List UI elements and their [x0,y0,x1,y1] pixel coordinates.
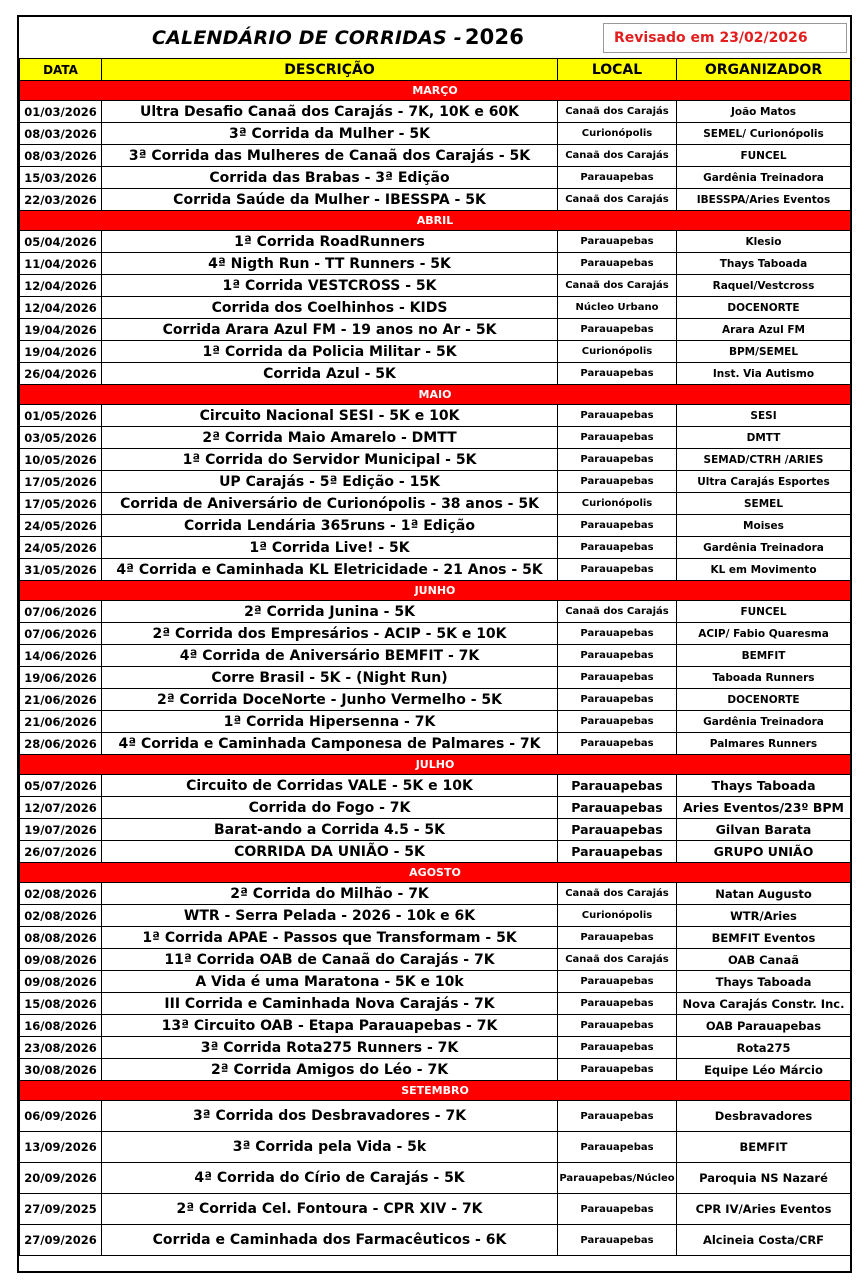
event-location: Parauapebas [558,645,677,667]
event-description: 3ª Corrida pela Vida - 5k [102,1132,558,1163]
event-date: 30/08/2026 [20,1059,102,1081]
event-date: 24/05/2026 [20,537,102,559]
column-header-location: LOCAL [558,59,677,81]
table-row [20,841,851,863]
event-description: Ultra Desafio Canaã dos Carajás - 7K, 10K e 60K [102,101,558,123]
event-description: 3ª Corrida dos Desbravadores - 7K [102,1101,558,1132]
event-description: 4ª Corrida do Círio de Carajás - 5K [102,1163,558,1194]
event-date: 19/04/2026 [20,319,102,341]
table-row [20,971,851,993]
event-date: 01/03/2026 [20,101,102,123]
event-location: Núcleo Urbano [558,297,677,319]
event-date: 23/08/2026 [20,1037,102,1059]
event-date: 12/04/2026 [20,275,102,297]
event-description: 11ª Corrida OAB de Canaã do Carajás - 7K [102,949,558,971]
event-organizer: Taboada Runners [677,667,851,689]
event-date: 28/06/2026 [20,733,102,755]
table-header-row [20,59,851,81]
event-location: Parauapebas [558,667,677,689]
event-location: Parauapebas [558,1015,677,1037]
event-organizer: SEMEL [677,493,851,515]
event-description: 4ª Nigth Run - TT Runners - 5K [102,253,558,275]
event-organizer: Moises [677,515,851,537]
event-date: 02/08/2026 [20,905,102,927]
event-location: Parauapebas [558,1037,677,1059]
revision-note: Revisado em 23/02/2026 [603,23,847,53]
event-organizer: Palmares Runners [677,733,851,755]
month-header-row [20,385,851,405]
table-row [20,1132,851,1163]
table-row [20,689,851,711]
table-row [20,493,851,515]
event-organizer: Thays Taboada [677,775,851,797]
event-organizer: Raquel/Vestcross [677,275,851,297]
event-description: 1ª Corrida Live! - 5K [102,537,558,559]
event-date: 26/04/2026 [20,363,102,385]
event-location: Parauapebas [558,1194,677,1225]
event-location: Curionópolis [558,905,677,927]
event-location: Canaã dos Carajás [558,145,677,167]
event-organizer: Inst. Via Autismo [677,363,851,385]
event-description: Circuito Nacional SESI - 5K e 10K [102,405,558,427]
event-description: A Vida é uma Maratona - 5K e 10k [102,971,558,993]
event-date: 02/08/2026 [20,883,102,905]
column-header-organizer: ORGANIZADOR [677,59,851,81]
event-location: Parauapebas [558,819,677,841]
event-organizer: Gilvan Barata [677,819,851,841]
event-description: 1ª Corrida APAE - Passos que Transformam - 5K [102,927,558,949]
event-date: 08/03/2026 [20,123,102,145]
title-bar [19,17,850,60]
event-location: Parauapebas [558,319,677,341]
table-row [20,1059,851,1081]
event-description: 13ª Circuito OAB - Etapa Parauapebas - 7K [102,1015,558,1037]
table-row [20,297,851,319]
event-date: 31/05/2026 [20,559,102,581]
event-organizer: Thays Taboada [677,253,851,275]
month-header-row [20,211,851,231]
event-location: Canaã dos Carajás [558,949,677,971]
event-organizer: Ultra Carajás Esportes [677,471,851,493]
event-location: Parauapebas [558,1101,677,1132]
event-location: Parauapebas [558,993,677,1015]
event-description: Circuito de Corridas VALE - 5K e 10K [102,775,558,797]
month-header-row [20,1081,851,1101]
event-organizer: FUNCEL [677,145,851,167]
event-date: 09/08/2026 [20,949,102,971]
event-description: 2ª Corrida Junina - 5K [102,601,558,623]
month-name: JUNHO [20,581,851,601]
event-location: Parauapebas [558,515,677,537]
event-description: Corrida e Caminhada dos Farmacêuticos - 6K [102,1225,558,1256]
event-description: Corrida Arara Azul FM - 19 anos no Ar - 5K [102,319,558,341]
table-row [20,1163,851,1194]
event-description: 1ª Corrida Hipersenna - 7K [102,711,558,733]
event-date: 11/04/2026 [20,253,102,275]
table-row [20,427,851,449]
event-location: Parauapebas [558,1132,677,1163]
event-date: 27/09/2026 [20,1225,102,1256]
event-description: 4ª Corrida de Aniversário BEMFIT - 7K [102,645,558,667]
table-row [20,319,851,341]
event-organizer: SESI [677,405,851,427]
event-date: 17/05/2026 [20,493,102,515]
column-header-description: DESCRIÇÃO [102,59,558,81]
event-date: 22/03/2026 [20,189,102,211]
event-description: UP Carajás - 5ª Edição - 15K [102,471,558,493]
event-description: Corrida Saúde da Mulher - IBESSPA - 5K [102,189,558,211]
table-row [20,559,851,581]
event-description: Corrida Azul - 5K [102,363,558,385]
event-date: 12/07/2026 [20,797,102,819]
event-location: Curionópolis [558,493,677,515]
page-title [152,25,524,49]
month-header-row [20,81,851,101]
event-description: WTR - Serra Pelada - 2026 - 10k e 6K [102,905,558,927]
event-description: 1ª Corrida da Policia Militar - 5K [102,341,558,363]
event-location: Parauapebas [558,167,677,189]
event-location: Canaã dos Carajás [558,883,677,905]
table-row [20,449,851,471]
table-row [20,405,851,427]
event-date: 17/05/2026 [20,471,102,493]
event-location: Parauapebas [558,971,677,993]
event-organizer: Equipe Léo Márcio [677,1059,851,1081]
table-row [20,1194,851,1225]
event-description: 2ª Corrida Amigos do Léo - 7K [102,1059,558,1081]
event-location: Parauapebas [558,449,677,471]
event-organizer: GRUPO UNIÃO [677,841,851,863]
table-row [20,927,851,949]
table-row [20,363,851,385]
event-organizer: WTR/Aries [677,905,851,927]
event-description: CORRIDA DA UNIÃO - 5K [102,841,558,863]
event-organizer: DOCENORTE [677,297,851,319]
event-description: Corrida de Aniversário de Curionópolis - 38 anos - 5K [102,493,558,515]
event-organizer: Aries Eventos/23º BPM [677,797,851,819]
table-row [20,275,851,297]
event-organizer: Nova Carajás Constr. Inc. [677,993,851,1015]
event-date: 12/04/2026 [20,297,102,319]
event-location: Parauapebas [558,471,677,493]
month-header-row [20,755,851,775]
event-date: 08/03/2026 [20,145,102,167]
event-description: Corrida dos Coelhinhos - KIDS [102,297,558,319]
event-description: 3ª Corrida Rota275 Runners - 7K [102,1037,558,1059]
month-name: JULHO [20,755,851,775]
table-row [20,123,851,145]
table-row [20,883,851,905]
event-organizer: ACIP/ Fabio Quaresma [677,623,851,645]
event-date: 07/06/2026 [20,623,102,645]
table-row [20,797,851,819]
event-description: 3ª Corrida das Mulheres de Canaã dos Carajás - 5K [102,145,558,167]
event-organizer: Rota275 [677,1037,851,1059]
events-body [20,81,851,1256]
table-row [20,1037,851,1059]
event-location: Canaã dos Carajás [558,189,677,211]
event-date: 10/05/2026 [20,449,102,471]
event-organizer: Thays Taboada [677,971,851,993]
month-header-row [20,863,851,883]
event-organizer: CPR IV/Aries Eventos [677,1194,851,1225]
event-date: 19/06/2026 [20,667,102,689]
table-row [20,645,851,667]
table-row [20,667,851,689]
table-row [20,601,851,623]
table-row [20,167,851,189]
event-organizer: Gardênia Treinadora [677,711,851,733]
event-organizer: BEMFIT Eventos [677,927,851,949]
table-row [20,819,851,841]
event-date: 21/06/2026 [20,711,102,733]
month-name: AGOSTO [20,863,851,883]
title-year: 2026 [464,25,525,49]
event-organizer: SEMAD/CTRH /ARIES [677,449,851,471]
event-date: 06/09/2026 [20,1101,102,1132]
table-row [20,733,851,755]
column-header-date: DATA [20,59,102,81]
event-organizer: Paroquia NS Nazaré [677,1163,851,1194]
event-date: 05/04/2026 [20,231,102,253]
event-description: 3ª Corrida da Mulher - 5K [102,123,558,145]
table-row [20,775,851,797]
table-row [20,993,851,1015]
event-date: 15/03/2026 [20,167,102,189]
table-row [20,101,851,123]
event-description: III Corrida e Caminhada Nova Carajás - 7K [102,993,558,1015]
event-organizer: Gardênia Treinadora [677,537,851,559]
table-row [20,1101,851,1132]
event-organizer: DMTT [677,427,851,449]
event-organizer: IBESSPA/Aries Eventos [677,189,851,211]
event-location: Parauapebas [558,363,677,385]
event-organizer: DOCENORTE [677,689,851,711]
event-location: Parauapebas [558,537,677,559]
events-table [19,58,851,1256]
event-description: 4ª Corrida e Caminhada KL Eletricidade - 21 Anos - 5K [102,559,558,581]
table-row [20,949,851,971]
calendar-sheet [17,15,852,1273]
event-location: Parauapebas [558,797,677,819]
event-description: 1ª Corrida RoadRunners [102,231,558,253]
event-organizer: SEMEL/ Curionópolis [677,123,851,145]
event-organizer: João Matos [677,101,851,123]
event-date: 21/06/2026 [20,689,102,711]
event-location: Parauapebas/Núcleo [558,1163,677,1194]
event-organizer: Alcineia Costa/CRF [677,1225,851,1256]
event-organizer: FUNCEL [677,601,851,623]
table-row [20,515,851,537]
event-organizer: Natan Augusto [677,883,851,905]
table-row [20,711,851,733]
event-organizer: OAB Parauapebas [677,1015,851,1037]
event-location: Canaã dos Carajás [558,101,677,123]
event-description: 4ª Corrida e Caminhada Camponesa de Palmares - 7K [102,733,558,755]
event-description: 2ª Corrida dos Empresários - ACIP - 5K e 10K [102,623,558,645]
event-date: 03/05/2026 [20,427,102,449]
title-text: CALENDÁRIO DE CORRIDAS - [152,27,462,49]
event-location: Canaã dos Carajás [558,275,677,297]
table-row [20,253,851,275]
event-organizer: BEMFIT [677,645,851,667]
event-location: Parauapebas [558,405,677,427]
table-row [20,905,851,927]
event-location: Canaã dos Carajás [558,601,677,623]
month-name: SETEMBRO [20,1081,851,1101]
event-description: 1ª Corrida do Servidor Municipal - 5K [102,449,558,471]
event-description: 2ª Corrida do Milhão - 7K [102,883,558,905]
event-location: Curionópolis [558,341,677,363]
event-description: Corre Brasil - 5K - (Night Run) [102,667,558,689]
event-description: Corrida Lendária 365runs - 1ª Edição [102,515,558,537]
event-description: 2ª Corrida Maio Amarelo - DMTT [102,427,558,449]
event-date: 05/07/2026 [20,775,102,797]
table-row [20,1015,851,1037]
event-organizer: BEMFIT [677,1132,851,1163]
event-location: Parauapebas [558,927,677,949]
event-date: 08/08/2026 [20,927,102,949]
month-header-row [20,581,851,601]
event-location: Parauapebas [558,689,677,711]
event-location: Parauapebas [558,841,677,863]
event-organizer: BPM/SEMEL [677,341,851,363]
table-row [20,231,851,253]
month-name: ABRIL [20,211,851,231]
table-row [20,189,851,211]
event-location: Parauapebas [558,427,677,449]
event-date: 19/07/2026 [20,819,102,841]
event-description: 1ª Corrida VESTCROSS - 5K [102,275,558,297]
event-organizer: Arara Azul FM [677,319,851,341]
event-location: Curionópolis [558,123,677,145]
event-organizer: Gardênia Treinadora [677,167,851,189]
event-date: 14/06/2026 [20,645,102,667]
event-date: 20/09/2026 [20,1163,102,1194]
event-organizer: Desbravadores [677,1101,851,1132]
event-location: Parauapebas [558,733,677,755]
event-organizer: Klesio [677,231,851,253]
event-date: 15/08/2026 [20,993,102,1015]
event-location: Parauapebas [558,623,677,645]
event-location: Parauapebas [558,253,677,275]
event-date: 13/09/2026 [20,1132,102,1163]
event-description: 2ª Corrida Cel. Fontoura - CPR XIV - 7K [102,1194,558,1225]
event-date: 19/04/2026 [20,341,102,363]
event-description: 2ª Corrida DoceNorte - Junho Vermelho - 5K [102,689,558,711]
event-location: Parauapebas [558,559,677,581]
event-organizer: KL em Movimento [677,559,851,581]
event-location: Parauapebas [558,775,677,797]
event-description: Corrida das Brabas - 3ª Edição [102,167,558,189]
table-row [20,145,851,167]
event-date: 27/09/2025 [20,1194,102,1225]
month-name: MARÇO [20,81,851,101]
event-location: Parauapebas [558,1059,677,1081]
event-location: Parauapebas [558,711,677,733]
event-date: 09/08/2026 [20,971,102,993]
month-name: MAIO [20,385,851,405]
event-location: Parauapebas [558,231,677,253]
table-row [20,1225,851,1256]
event-date: 01/05/2026 [20,405,102,427]
table-row [20,537,851,559]
table-row [20,471,851,493]
event-organizer: OAB Canaã [677,949,851,971]
event-date: 07/06/2026 [20,601,102,623]
event-description: Corrida do Fogo - 7K [102,797,558,819]
table-row [20,623,851,645]
table-row [20,341,851,363]
event-date: 24/05/2026 [20,515,102,537]
event-location: Parauapebas [558,1225,677,1256]
event-description: Barat-ando a Corrida 4.5 - 5K [102,819,558,841]
event-date: 26/07/2026 [20,841,102,863]
event-date: 16/08/2026 [20,1015,102,1037]
